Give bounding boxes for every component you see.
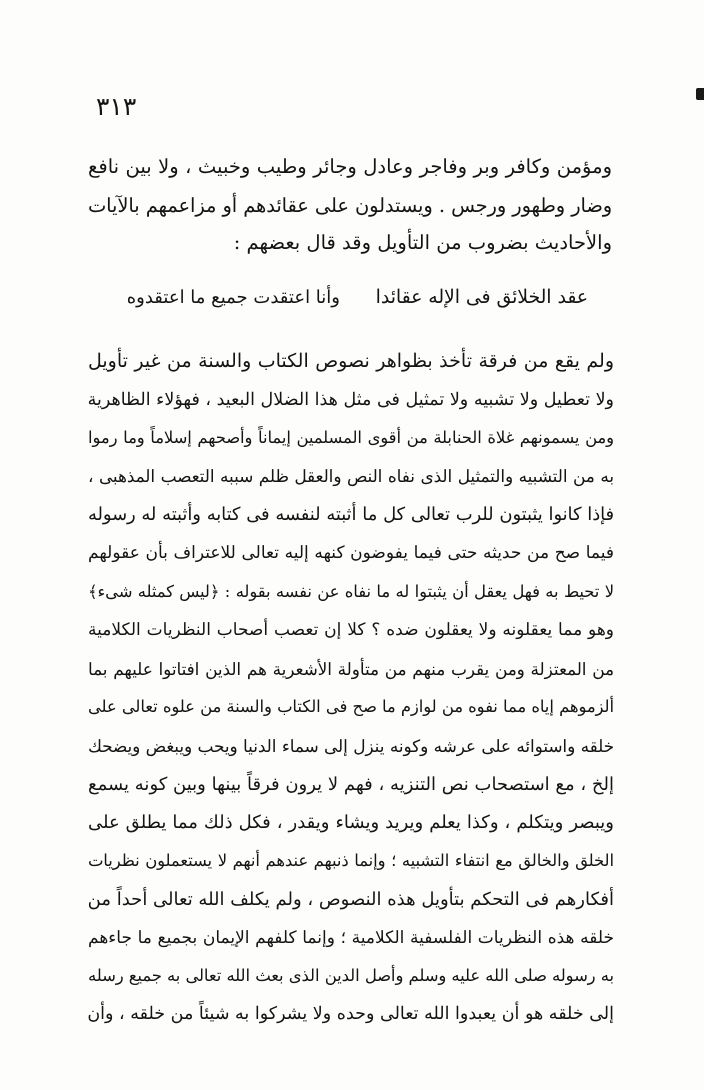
body-line: الخلق والخالق مع انتفاء التشبيه ؛ وإنما ذنبهم عندهم أنهم لا يستعملون نظريات xyxy=(88,851,614,870)
body-line: ويبصر ويتكلم ، وكذا يعلم ويريد ويشاء ويقدر ، فكل ذلك مما يطلق على xyxy=(88,812,614,833)
body-line: خلقه واستوائه على عرشه وكونه ينزل إلى سماء الدنيا ويحب ويبغض ويضحك xyxy=(88,736,614,756)
body-line: به رسوله صلى الله عليه وسلم وأصل الدين الذى بعث الله تعالى به جميع رسله xyxy=(88,966,614,985)
body-line: إلى خلقه هو أن يعبدوا الله تعالى وحده ولا يشركوا به شيئاً من خلقه ، وأن xyxy=(87,1004,614,1024)
body-line: أفكارهم فى التحكم بتأويل هذه النصوص ، ولم يكلف الله تعالى أحداً من xyxy=(87,889,614,910)
intro-line: وضار وطهور ورجس . ويستدلون على عقائدهم أو مزاعمهم بالآيات xyxy=(88,194,612,217)
verse-first-hemistich: عقد الخلائق فى الإله عقائدا xyxy=(375,287,588,308)
body-line: ألزموهم إياه مما نفوه من لوازم ما صح فى الكتاب والسنة من علوه تعالى على xyxy=(88,697,614,716)
body-line: فيما صح من حديثه حتى فيما يفوضون كنهه إليه تعالى للاعتراف بأن عقولهم xyxy=(88,543,614,563)
body-line: به من التشبيه والتمثيل الذى نفاه النص والعقل ظلم سببه التعصب المذهبى ، xyxy=(88,466,614,486)
body-line: وهو مما يعقلونه ولا يعقلون ضده ؟ كلا إن تعصب أصحاب النظريات الكلامية xyxy=(88,620,614,640)
body-line: ولم يقع من فرقة تأخذ بظواهر نصوص الكتاب والسنة من غير تأويل xyxy=(88,350,614,372)
body-line: لا تحيط به فهل يعقل أن يثبتوا له ما نفاه عن نفسه بقوله : ﴿ليس كمثله شىء﴾ xyxy=(88,582,614,601)
body-line: ومن يسمونهم غلاة الحنابلة من أقوى المسلمين إيماناً وأصحهم إسلاماً وما رموا xyxy=(88,428,614,447)
body-line: إلخ ، مع استصحاب نص التنزيه ، فهم لا يرون فرقاً بينها وبين كونه يسمع xyxy=(88,774,614,795)
body-line: ولا تعطيل ولا تشبيه ولا تمثيل فى مثل هذا الضلال البعيد ، فهؤلاء الظاهرية xyxy=(87,390,614,410)
intro-line: ومؤمن وكافر وبر وفاجر وعادل وجائر وطيب وخبيث ، ولا بين نافع xyxy=(88,155,612,178)
margin-mark xyxy=(696,88,704,100)
page-number: ٣١٣ xyxy=(96,92,137,121)
body-line: فإذا كانوا يثبتون للرب تعالى كل ما أثبته لنفسه فى كتابه وأثبته له رسوله xyxy=(88,505,614,525)
intro-line: والأحاديث بضروب من التأويل وقد قال بعضهم : xyxy=(233,231,612,254)
body-line: خلقه هذه النظريات الفلسفية الكلامية ؛ وإنما كلفهم الإيمان بجميع ما جاءهم xyxy=(88,928,614,948)
body-line: من المعتزلة ومن يقرب منهم من متأولة الأشعرية هم الذين افتاتوا عليهم بما xyxy=(88,659,614,679)
verse-second-hemistich: وأنا اعتقدت جميع ما اعتقدوه xyxy=(126,287,340,308)
